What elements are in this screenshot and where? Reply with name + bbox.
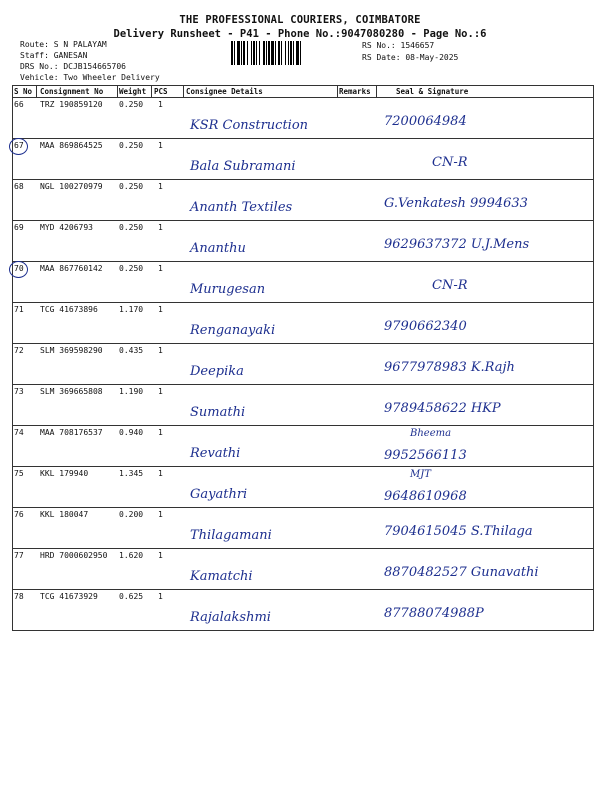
cell-weight: 0.200 <box>119 510 144 519</box>
cell-sno: 76 <box>14 510 24 519</box>
table-row <box>12 303 594 344</box>
cell-signature: 7200064984 <box>384 114 467 129</box>
cell-pcs: 1 <box>158 551 163 560</box>
table-row <box>12 98 594 139</box>
cell-pcs: 1 <box>158 469 163 478</box>
cell-signature: 9789458622 HKP <box>384 401 501 416</box>
cell-weight: 0.250 <box>119 100 144 109</box>
staff-info: Staff: GANESAN <box>20 51 88 60</box>
cell-sno: 73 <box>14 387 24 396</box>
cell-consignee: KSR Construction <box>190 118 309 133</box>
cell-consignee: Sumathi <box>190 405 246 420</box>
cell-weight: 0.435 <box>119 346 144 355</box>
cell-pcs: 1 <box>158 428 163 437</box>
cell-consignee: Deepika <box>190 364 244 379</box>
cell-pcs: 1 <box>158 264 163 273</box>
cell-pcs: 1 <box>158 387 163 396</box>
cell-consignee: Renganayaki <box>190 323 276 338</box>
cell-consignment: HRD 7000602950 <box>40 551 108 560</box>
rs-date: RS Date: 08-May-2025 <box>362 53 459 62</box>
cell-consignee: Ananth Textiles <box>190 200 293 215</box>
cell-signature: G.Venkatesh 9994633 <box>384 196 528 211</box>
col-header-sno: S No <box>14 87 33 96</box>
cell-consignment: KKL 180047 <box>40 510 89 519</box>
cell-consignment: TCG 41673929 <box>40 592 98 601</box>
cell-weight: 0.250 <box>119 223 144 232</box>
cell-signature: 9648610968 <box>384 489 467 504</box>
cell-weight: 1.190 <box>119 387 144 396</box>
sno-circle-mark <box>9 138 28 155</box>
cell-signature-note: Bheema <box>410 428 452 439</box>
cell-signature: CN-R <box>432 155 468 170</box>
table-row <box>12 508 594 549</box>
cell-sno: 75 <box>14 469 24 478</box>
col-header-pcs: PCS <box>154 87 168 96</box>
cell-signature: 87788074988P <box>384 606 484 621</box>
col-header-consignment: Consignment No <box>40 87 104 96</box>
cell-consignee: Bala Subramani <box>190 159 296 174</box>
cell-consignment: TRZ 190859120 <box>40 100 103 109</box>
cell-weight: 0.250 <box>119 141 144 150</box>
cell-sno: 69 <box>14 223 24 232</box>
table-row <box>12 426 594 467</box>
cell-consignee: Revathi <box>190 446 241 461</box>
cell-consignment: KKL 179940 <box>40 469 89 478</box>
cell-weight: 0.940 <box>119 428 144 437</box>
cell-consignment: MAA 869864525 <box>40 141 103 150</box>
cell-consignee: Thilagamani <box>190 528 272 543</box>
cell-pcs: 1 <box>158 510 163 519</box>
table-row <box>12 549 594 590</box>
cell-consignment: SLM 369598290 <box>40 346 103 355</box>
route-info: Route: S N PALAYAM <box>20 40 107 49</box>
cell-consignee: Kamatchi <box>190 569 253 584</box>
cell-pcs: 1 <box>158 305 163 314</box>
cell-signature: 9677978983 K.Rajh <box>384 360 515 375</box>
cell-sno: 71 <box>14 305 24 314</box>
sno-circle-mark <box>9 261 28 278</box>
cell-sno: 77 <box>14 551 24 560</box>
cell-consignment: TCG 41673896 <box>40 305 98 314</box>
drs-info: DRS No.: DCJB154665706 <box>20 62 126 71</box>
cell-pcs: 1 <box>158 592 163 601</box>
cell-pcs: 1 <box>158 141 163 150</box>
cell-consignment: SLM 369665808 <box>40 387 103 396</box>
cell-sno: 78 <box>14 592 24 601</box>
col-header-consignee: Consignee Details <box>186 87 263 96</box>
cell-weight: 1.345 <box>119 469 144 478</box>
cell-consignment: MAA 867760142 <box>40 264 103 273</box>
cell-sno: 66 <box>14 100 24 109</box>
cell-signature-note: MJT <box>410 469 431 480</box>
vehicle-info: Vehicle: Two Wheeler Delivery <box>20 73 160 82</box>
cell-consignee: Rajalakshmi <box>190 610 271 625</box>
cell-signature: 9790662340 <box>384 319 467 334</box>
cell-signature: 7904615045 S.Thilaga <box>384 524 533 539</box>
cell-sno: 68 <box>14 182 24 191</box>
cell-consignee: Gayathri <box>190 487 248 502</box>
cell-signature: 9629637372 U.J.Mens <box>384 237 530 252</box>
table-row <box>12 385 594 426</box>
cell-sno: 72 <box>14 346 24 355</box>
table-row <box>12 262 594 303</box>
runsheet-table <box>12 85 594 631</box>
cell-sno: 74 <box>14 428 24 437</box>
table-row <box>12 180 594 221</box>
cell-weight: 1.620 <box>119 551 144 560</box>
table-row <box>12 139 594 180</box>
cell-consignment: NGL 100270979 <box>40 182 103 191</box>
cell-sno: 67 <box>14 141 24 150</box>
rs-number: RS No.: 1546657 <box>362 41 435 50</box>
cell-signature: 8870482527 Gunavathi <box>384 565 539 580</box>
col-header-weight: Weight <box>119 87 147 96</box>
cell-signature: 9952566113 <box>384 448 467 463</box>
cell-pcs: 1 <box>158 182 163 191</box>
cell-consignee: Murugesan <box>190 282 266 297</box>
table-row <box>12 467 594 508</box>
cell-consignment: MYD 4206793 <box>40 223 93 232</box>
cell-pcs: 1 <box>158 346 163 355</box>
cell-sno: 70 <box>14 264 24 273</box>
row-divider <box>12 630 594 631</box>
cell-weight: 0.250 <box>119 264 144 273</box>
runsheet-subtitle: Delivery Runsheet - P41 - Phone No.:9047080280 - Page No.:6 <box>113 28 487 40</box>
barcode-icon <box>231 41 354 65</box>
company-title: THE PROFESSIONAL COURIERS, COIMBATORE <box>179 14 421 26</box>
cell-weight: 0.625 <box>119 592 144 601</box>
cell-signature: CN-R <box>432 278 468 293</box>
cell-pcs: 1 <box>158 100 163 109</box>
cell-consignee: Ananthu <box>190 241 246 256</box>
cell-pcs: 1 <box>158 223 163 232</box>
table-row <box>12 590 594 631</box>
table-row <box>12 344 594 385</box>
col-header-remarks: Remarks <box>339 87 371 96</box>
table-row <box>12 221 594 262</box>
cell-consignment: MAA 708176537 <box>40 428 103 437</box>
col-header-signature: Seal & Signature <box>396 87 469 96</box>
cell-weight: 1.170 <box>119 305 144 314</box>
cell-weight: 0.250 <box>119 182 144 191</box>
